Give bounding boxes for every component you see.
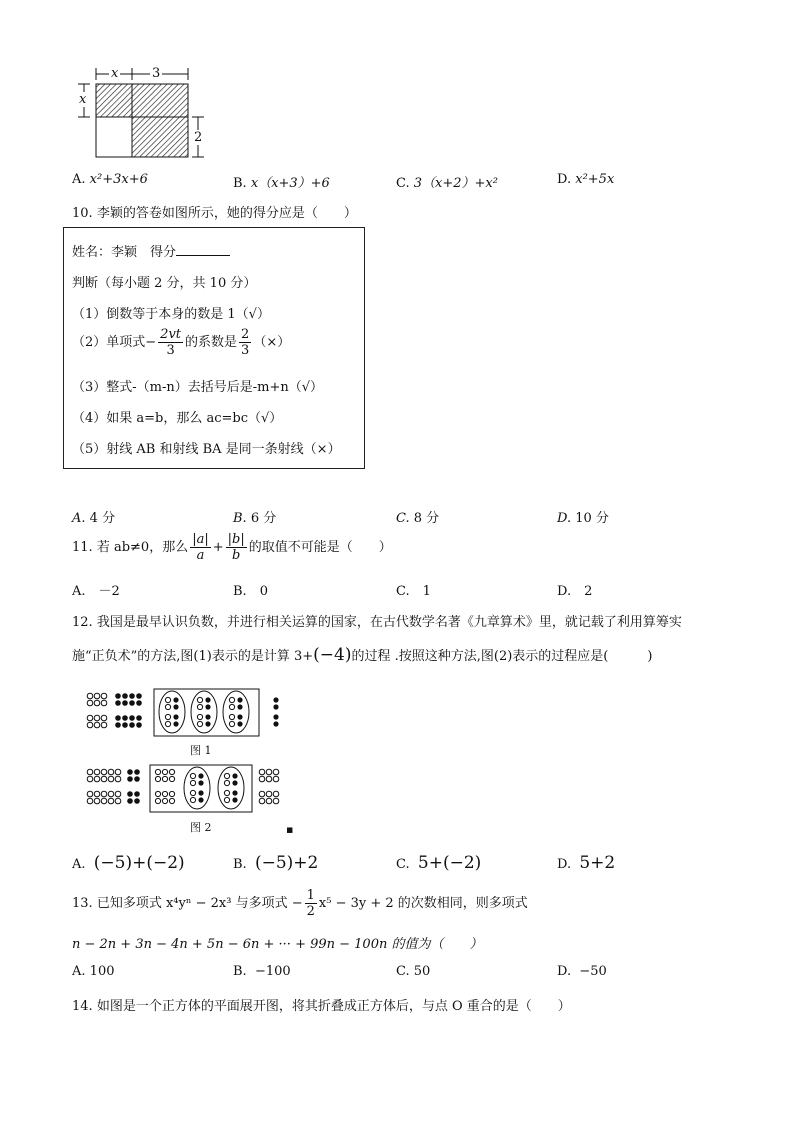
q10-item-1: （1）倒数等于本身的数是 1（√） bbox=[72, 307, 270, 322]
q12-fig2-caption: 图 2 bbox=[190, 821, 212, 834]
score-blank bbox=[176, 243, 230, 256]
q12-option-d[interactable]: D. 5+2 bbox=[557, 853, 616, 873]
q9-option-d[interactable]: D. x²+5x bbox=[557, 172, 615, 187]
q11-stem: 11. 若 ab≠0，那么 $\frac{|a|}{a}$ + $\frac{|b|}{b}$ 的取值不可能是（ ） bbox=[72, 532, 392, 563]
q10-item-3: （3）整式-（m-n）去括号后是-m+n（√） bbox=[72, 380, 324, 395]
q12-option-b[interactable]: B. (−5)+2 bbox=[233, 853, 319, 873]
q12-line-1: 12. 我国是最早认识负数，并进行相关运算的国家，在古代数学名著《九章算术》里，就记载了利用算筹实 bbox=[72, 615, 682, 630]
q9-label-2: 2 bbox=[194, 130, 203, 145]
q11-option-b[interactable]: B. 0 bbox=[233, 584, 268, 599]
q9-label-x-top: x bbox=[111, 66, 119, 81]
q10-name-line: 姓名：李颖 得分 bbox=[72, 241, 230, 260]
q13-option-b[interactable]: B. −100 bbox=[233, 964, 291, 979]
q13-line-2: n − 2n + 3n − 4n + 5n − 6n + ··· + 99n − 100n 的值为（ ） bbox=[72, 937, 483, 952]
q9-option-b[interactable]: B. x（x+3）+6 bbox=[233, 176, 330, 191]
q12-fig1-caption: 图 1 bbox=[190, 744, 212, 757]
q10-option-b[interactable]: B. 6 分 bbox=[233, 511, 277, 526]
q10-option-c[interactable]: C. 8 分 bbox=[396, 511, 440, 526]
q11-option-d[interactable]: D. 2 bbox=[557, 584, 593, 599]
q13-line-1: 13. 已知多项式 x⁴yⁿ − 2x³ 与多项式 − $\frac{1}{2}$ x⁵ − 3y + 2 的次数相同，则多项式 bbox=[72, 888, 528, 919]
q12-figure-2 bbox=[84, 764, 294, 814]
q10-item-5: （5）射线 AB 和射线 BA 是同一条射线（×） bbox=[72, 442, 341, 457]
q13-option-c[interactable]: C. 50 bbox=[396, 964, 431, 979]
q14-stem: 14. 如图是一个正方体的平面展开图，将其折叠成正方体后，与点 O 重合的是（ ） bbox=[72, 999, 571, 1014]
q12-line-2: 施“正负术”的方法,图(1)表示的是计算 3+(−4)的过程 .按照这种方法,图(2)表示的过程应是( ) bbox=[72, 645, 653, 665]
q10-answer-card bbox=[63, 227, 365, 469]
q9-area-figure bbox=[70, 62, 210, 162]
q11-option-c[interactable]: C. 1 bbox=[396, 584, 431, 599]
q9-label-3: 3 bbox=[152, 66, 161, 81]
q9-option-a[interactable]: A. x²+3x+6 bbox=[72, 172, 148, 187]
q13-option-a[interactable]: A. 100 bbox=[72, 964, 115, 979]
stray-dot: ▪ bbox=[286, 823, 294, 836]
q10-option-d[interactable]: D. 10 分 bbox=[557, 511, 609, 526]
q10-item-4: （4）如果 a=b，那么 ac=bc（√） bbox=[72, 411, 283, 426]
q10-option-a[interactable]: A. 4 分 bbox=[72, 511, 116, 526]
q12-option-a[interactable]: A. (−5)+(−2) bbox=[72, 853, 185, 873]
q10-item-2: （2）单项式− $\frac{2vt}{3}$ 的系数是 $\frac{2}{3}$ （×） bbox=[72, 327, 291, 358]
q10-section: 判断（每小题 2 分，共 10 分） bbox=[72, 276, 257, 291]
q10-stem: 10. 李颖的答卷如图所示，她的得分应是（ ） bbox=[72, 206, 357, 221]
q9-label-x-left: x bbox=[79, 92, 87, 107]
q11-option-a[interactable]: A. －2 bbox=[72, 584, 120, 599]
q13-option-d[interactable]: D. −50 bbox=[557, 964, 607, 979]
q9-option-c[interactable]: C. 3（x+2）+x² bbox=[396, 176, 498, 191]
q12-option-c[interactable]: C. 5+(−2) bbox=[396, 853, 482, 873]
q12-figure-1 bbox=[84, 688, 294, 738]
